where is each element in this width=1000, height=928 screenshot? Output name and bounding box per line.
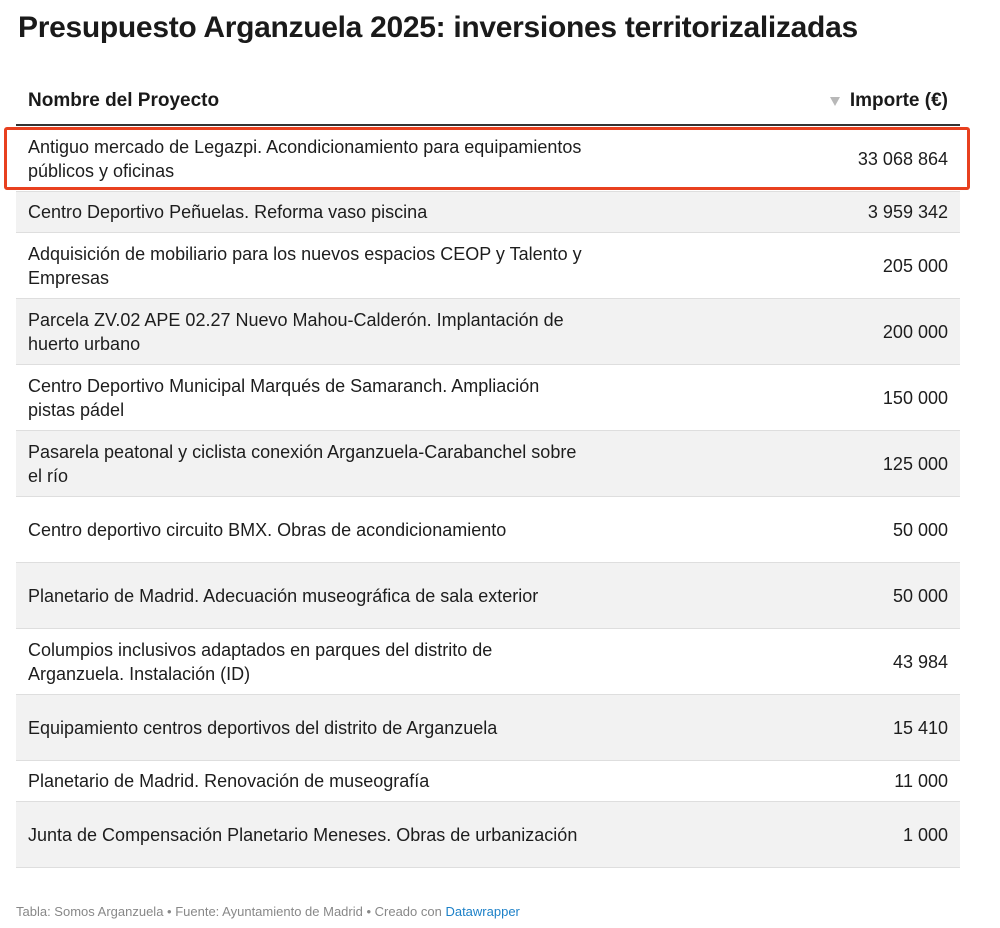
amount-cell: 125 000 (882, 453, 948, 474)
amount-cell: 1 000 (902, 824, 948, 845)
footer-text: Tabla: Somos Arganzuela • Fuente: Ayuntamiento de Madrid • Creado con (16, 904, 446, 919)
project-name-cell: Centro deportivo circuito BMX. Obras de acondicionamiento (28, 519, 507, 540)
table-body (16, 126, 960, 868)
budget-table (16, 78, 960, 868)
project-name-cell: Planetario de Madrid. Adecuación museográfica de sala exterior (28, 585, 539, 606)
page-title: Presupuesto Arganzuela 2025: inversiones territorizalizadas (18, 11, 858, 44)
amount-cell: 150 000 (882, 387, 948, 408)
table-row (16, 299, 960, 365)
table-row (16, 431, 960, 497)
amount-cell: 15 410 (892, 717, 948, 738)
column-header-amount[interactable] (830, 90, 948, 112)
project-name-cell: Antiguo mercado de Legazpi. Acondicionamiento para equipamientos públicos y oficinas (28, 136, 582, 181)
table-row (16, 192, 960, 233)
project-name-cell: Pasarela peatonal y ciclista conexión Arganzuela-Carabanchel sobre el río (28, 441, 577, 486)
project-name-cell: Equipamiento centros deportivos del distrito de Arganzuela (28, 717, 498, 738)
amount-cell: 50 000 (892, 585, 948, 606)
table-row (16, 126, 960, 192)
column-header-amount-label: Importe (€) (849, 90, 948, 111)
project-name-cell: Centro Deportivo Municipal Marqués de Samaranch. Ampliación pistas pádel (28, 375, 540, 420)
amount-cell: 43 984 (892, 651, 948, 672)
amount-cell: 33 068 864 (857, 148, 948, 169)
table-row (16, 563, 960, 629)
project-name-cell: Parcela ZV.02 APE 02.27 Nuevo Mahou-Calderón. Implantación de huerto urbano (28, 309, 564, 354)
table-row (16, 233, 960, 299)
table-row (16, 761, 960, 802)
amount-cell: 50 000 (892, 519, 948, 540)
table-row (16, 365, 960, 431)
sort-down-triangle-icon[interactable] (830, 97, 840, 106)
project-name-cell: Adquisición de mobiliario para los nuevos espacios CEOP y Talento y Empresas (28, 243, 582, 288)
table-row (16, 629, 960, 695)
project-name-cell: Junta de Compensación Planetario Meneses. Obras de urbanización (28, 824, 578, 845)
column-header-name[interactable]: Nombre del Proyecto (28, 90, 220, 111)
table-row (16, 802, 960, 868)
datawrapper-link[interactable]: Datawrapper (445, 904, 520, 919)
project-name-cell: Centro Deportivo Peñuelas. Reforma vaso piscina (28, 202, 428, 222)
amount-cell: 205 000 (882, 255, 948, 276)
source-footer (16, 904, 520, 920)
amount-cell: 11 000 (894, 771, 948, 791)
amount-cell: 200 000 (882, 321, 948, 342)
table-row (16, 695, 960, 761)
project-name-cell: Columpios inclusivos adaptados en parques del distrito de Arganzuela. Instalación (ID) (28, 639, 493, 684)
table-row (16, 497, 960, 563)
project-name-cell: Planetario de Madrid. Renovación de museografía (28, 771, 430, 791)
table-header (16, 78, 960, 126)
amount-cell: 3 959 342 (867, 202, 948, 222)
